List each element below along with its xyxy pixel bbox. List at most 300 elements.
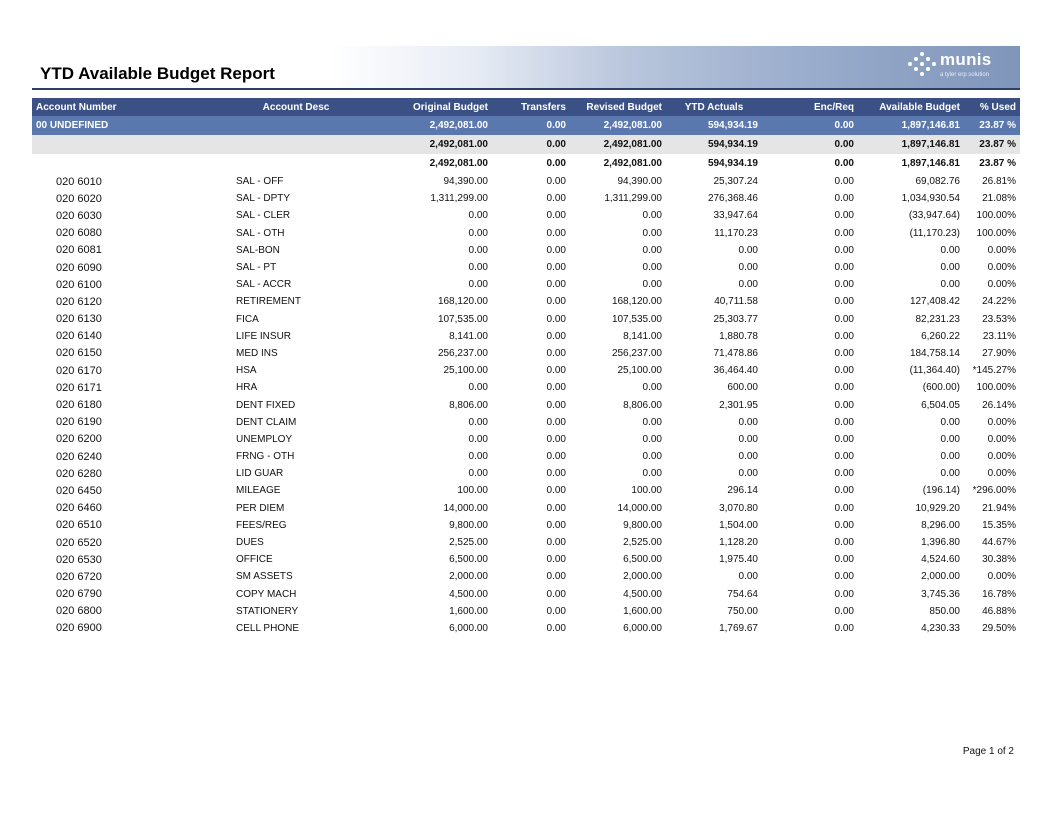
- table-cell: 2,525.00: [449, 537, 488, 549]
- table-cell: 9,800.00: [449, 519, 488, 531]
- table-row: [32, 207, 1020, 224]
- table-cell: 0.00: [834, 347, 854, 359]
- table-cell: 0.00: [834, 571, 854, 583]
- table-cell: 0.00: [834, 193, 854, 205]
- table-cell: 4,524.60: [921, 554, 960, 566]
- account-desc: LIFE INSUR: [236, 330, 292, 342]
- table-cell: 44.67%: [982, 537, 1016, 549]
- account-number: 020 6180: [56, 399, 102, 412]
- table-cell: 0.00: [546, 227, 566, 239]
- table-cell: 2,000.00: [921, 571, 960, 583]
- table-cell: 0.00: [738, 571, 758, 583]
- table-cell: 6,260.22: [921, 330, 960, 342]
- table-row: [32, 293, 1020, 310]
- logo-subtext: a tyler erp solution: [940, 72, 990, 78]
- table-cell: 0.00%: [987, 433, 1016, 445]
- account-number: 020 6150: [56, 347, 102, 360]
- table-cell: 750.00: [727, 605, 758, 617]
- account-number: 020 6510: [56, 519, 102, 532]
- table-cell: 0.00: [834, 227, 854, 239]
- table-cell: 0.00: [546, 365, 566, 377]
- report-title: YTD Available Budget Report: [40, 64, 275, 83]
- table-cell: 82,231.23: [915, 313, 960, 325]
- table-row: [32, 379, 1020, 396]
- table-cell: 0.00: [546, 485, 566, 497]
- table-cell: 0.00: [642, 227, 662, 239]
- table-row: [32, 362, 1020, 379]
- table-cell: (11,364.40): [909, 365, 960, 377]
- table-cell: 1,897,146.81: [901, 158, 960, 169]
- account-desc: DENT CLAIM: [236, 416, 297, 428]
- account-number: 020 6130: [56, 313, 102, 326]
- account-desc: SAL - OFF: [236, 176, 284, 188]
- table-row: [32, 448, 1020, 465]
- account-desc: SAL-BON: [236, 244, 280, 256]
- account-number: 020 6081: [56, 244, 102, 257]
- table-cell: 1,034,930.54: [901, 193, 960, 205]
- account-number: 020 6080: [56, 227, 102, 240]
- table-cell: 594,934.19: [666, 116, 762, 135]
- table-cell: 0.00: [468, 416, 488, 428]
- table-cell: 1,311,299.00: [604, 193, 662, 205]
- logo-dots-icon: [906, 52, 936, 78]
- table-cell: 26.81%: [982, 176, 1016, 188]
- table-cell: 29.50%: [982, 622, 1016, 634]
- account-desc: CELL PHONE: [236, 622, 299, 634]
- table-cell: 0.00: [546, 193, 566, 205]
- table-cell: 25,100.00: [617, 365, 662, 377]
- table-cell: 0.00: [834, 279, 854, 291]
- table-cell: 0.00: [738, 433, 758, 445]
- table-cell: 0.00: [940, 262, 960, 274]
- table-row: [32, 603, 1020, 620]
- table-cell: 0.00: [834, 296, 854, 308]
- table-cell: 850.00: [929, 605, 960, 617]
- row-label: [32, 135, 232, 154]
- table-cell: 6,500.00: [623, 554, 662, 566]
- table-cell: 0.00: [834, 176, 854, 188]
- table-cell: 25,100.00: [443, 365, 488, 377]
- table-cell: 0.00: [834, 262, 854, 274]
- table-cell: 0.00: [940, 433, 960, 445]
- table-cell: 23.53%: [982, 313, 1016, 325]
- table-cell: 8,806.00: [449, 399, 488, 411]
- table-cell: 0.00: [834, 244, 854, 256]
- table-cell: 1,600.00: [623, 605, 662, 617]
- table-cell: 100.00%: [976, 382, 1016, 394]
- table-cell: 0.00: [546, 519, 566, 531]
- table-cell: 4,500.00: [623, 588, 662, 600]
- table-cell: 256,237.00: [611, 347, 662, 359]
- table-cell: 600.00: [727, 382, 758, 394]
- account-number: 020 6720: [56, 570, 102, 583]
- table-cell: 2,492,081.00: [429, 158, 488, 169]
- table-cell: 0.00%: [987, 416, 1016, 428]
- table-cell: 0.00: [546, 622, 566, 634]
- table-cell: 0.00: [546, 382, 566, 394]
- account-desc: SAL - CLER: [236, 210, 291, 222]
- table-row: [32, 242, 1020, 259]
- table-row: [32, 500, 1020, 517]
- table-cell: 0.00: [468, 279, 488, 291]
- table-cell: 0.00: [642, 244, 662, 256]
- table-cell: 107,535.00: [437, 313, 488, 325]
- table-cell: 0.00: [834, 158, 854, 169]
- table-cell: 0.00: [468, 433, 488, 445]
- table-cell: 2,525.00: [623, 537, 662, 549]
- account-number: 020 6010: [56, 175, 102, 188]
- table-cell: 0.00: [834, 210, 854, 222]
- account-desc: UNEMPLOY: [236, 433, 293, 445]
- table-cell: 2,000.00: [449, 571, 488, 583]
- account-number: 020 6200: [56, 433, 102, 446]
- table-cell: 100.00%: [976, 227, 1016, 239]
- table-row: [32, 551, 1020, 568]
- account-desc: FEES/REG: [236, 519, 287, 531]
- account-desc: HRA: [236, 382, 258, 394]
- table-cell: (11,170.23): [909, 227, 960, 239]
- table-row: [32, 620, 1020, 637]
- account-number: 020 6280: [56, 467, 102, 480]
- table-row: [32, 311, 1020, 328]
- table-cell: 1,128.20: [719, 537, 758, 549]
- table-cell: 754.64: [727, 588, 758, 600]
- account-desc: FICA: [236, 313, 259, 325]
- table-cell: 21.08%: [982, 193, 1016, 205]
- table-cell: 9,800.00: [623, 519, 662, 531]
- table-cell: 0.00: [546, 554, 566, 566]
- table-cell: 0.00: [468, 210, 488, 222]
- table-row: [32, 414, 1020, 431]
- table-cell: 26.14%: [982, 399, 1016, 411]
- table-cell: 21.94%: [982, 502, 1016, 514]
- table-row: [32, 173, 1020, 190]
- account-desc: RETIREMENT: [236, 296, 301, 308]
- account-desc: DENT FIXED: [236, 399, 296, 411]
- table-cell: 0.00: [546, 330, 566, 342]
- table-cell: 0.00: [738, 262, 758, 274]
- table-cell: 40,711.58: [714, 296, 758, 308]
- munis-logo: [906, 50, 1016, 82]
- table-cell: 0.00: [834, 468, 854, 480]
- table-cell: 0.00: [762, 116, 858, 135]
- table-cell: 168,120.00: [611, 296, 662, 308]
- account-number: 020 6171: [56, 381, 102, 394]
- column-header: Transfers: [492, 98, 570, 116]
- account-number: 020 6240: [56, 450, 102, 463]
- table-cell: 0.00: [642, 433, 662, 445]
- table-cell: 0.00: [940, 244, 960, 256]
- account-number: 020 6790: [56, 588, 102, 601]
- table-cell: 0.00: [546, 279, 566, 291]
- table-cell: 100.00: [631, 485, 662, 497]
- table-cell: 0.00%: [987, 244, 1016, 256]
- table-cell: 15.35%: [982, 519, 1016, 531]
- table-cell: 0.00: [546, 210, 566, 222]
- table-row: [32, 190, 1020, 207]
- table-cell: 0.00: [940, 279, 960, 291]
- table-row: [32, 345, 1020, 362]
- table-cell: 594,934.19: [666, 135, 762, 154]
- table-cell: 4,500.00: [449, 588, 488, 600]
- table-cell: 6,000.00: [623, 622, 662, 634]
- budget-table: [32, 98, 1020, 637]
- table-cell: 0.00: [546, 262, 566, 274]
- table-cell: 14,000.00: [443, 502, 488, 514]
- table-cell: 1,769.67: [719, 622, 758, 634]
- table-cell: 0.00: [738, 468, 758, 480]
- account-desc: SM ASSETS: [236, 571, 293, 583]
- account-desc: STATIONERY: [236, 605, 299, 617]
- table-cell: 0.00: [940, 451, 960, 463]
- table-cell: 25,307.24: [713, 176, 758, 188]
- account-number: 020 6170: [56, 364, 102, 377]
- table-cell: 1,396.80: [921, 537, 960, 549]
- account-number: 020 6090: [56, 261, 102, 274]
- table-cell: (196.14): [922, 485, 960, 497]
- table-cell: 0.00: [546, 537, 566, 549]
- account-number: 020 6530: [56, 553, 102, 566]
- table-cell: 107,535.00: [611, 313, 662, 325]
- table-cell: 0.00: [546, 433, 566, 445]
- table-cell: 0.00: [642, 262, 662, 274]
- table-cell: 25,303.77: [713, 313, 758, 325]
- table-cell: 16.78%: [982, 588, 1016, 600]
- table-cell: 23.87 %: [979, 158, 1016, 169]
- account-number: 020 6800: [56, 605, 102, 618]
- table-cell: 27.90%: [982, 347, 1016, 359]
- table-cell: 0.00: [642, 416, 662, 428]
- table-cell: 0.00: [546, 313, 566, 325]
- table-cell: 1,975.40: [719, 554, 758, 566]
- table-cell: 0.00: [546, 416, 566, 428]
- account-desc: SAL - OTH: [236, 227, 285, 239]
- table-cell: 8,806.00: [623, 399, 662, 411]
- account-number: 020 6460: [56, 502, 102, 515]
- column-header: YTD Actuals: [666, 98, 762, 116]
- column-header: Enc/Req: [762, 98, 858, 116]
- table-cell: 0.00: [546, 158, 566, 169]
- table-cell: 0.00: [834, 399, 854, 411]
- table-cell: 1,880.78: [719, 330, 758, 342]
- table-cell: 0.00: [546, 588, 566, 600]
- table-row: [32, 431, 1020, 448]
- table-cell: 36,464.40: [713, 365, 758, 377]
- table-cell: 1,311,299.00: [430, 193, 488, 205]
- row-label: [32, 154, 232, 173]
- table-cell: *145.27%: [972, 365, 1016, 377]
- table-cell: 14,000.00: [617, 502, 662, 514]
- table-cell: 100.00%: [976, 210, 1016, 222]
- account-desc: HSA: [236, 365, 257, 377]
- table-cell: 6,504.05: [921, 399, 960, 411]
- account-number: 020 6900: [56, 622, 102, 635]
- table-cell: 0.00: [834, 433, 854, 445]
- table-cell: 0.00: [468, 227, 488, 239]
- logo-text: munis: [940, 50, 992, 69]
- table-cell: 127,408.42: [909, 296, 960, 308]
- table-cell: 0.00: [834, 330, 854, 342]
- table-cell: 0.00: [546, 347, 566, 359]
- table-cell: 24.22%: [982, 296, 1016, 308]
- table-cell: 0.00: [834, 519, 854, 531]
- table-cell: 256,237.00: [437, 347, 488, 359]
- table-cell: 0.00: [642, 279, 662, 291]
- table-cell: 0.00: [834, 416, 854, 428]
- table-cell: 2,301.95: [719, 399, 758, 411]
- table-cell: 0.00: [642, 451, 662, 463]
- table-cell: 0.00: [546, 605, 566, 617]
- table-cell: 0.00: [834, 554, 854, 566]
- table-cell: 0.00: [642, 210, 662, 222]
- table-cell: 0.00: [940, 468, 960, 480]
- table-cell: 0.00: [492, 116, 570, 135]
- table-cell: 0.00%: [987, 468, 1016, 480]
- table-cell: 2,492,081.00: [360, 116, 492, 135]
- table-cell: 0.00: [642, 468, 662, 480]
- table-cell: 0.00: [492, 135, 570, 154]
- table-cell: 2,492,081.00: [360, 135, 492, 154]
- account-desc: SAL - ACCR: [236, 279, 292, 291]
- account-desc: OFFICE: [236, 554, 273, 566]
- table-cell: 0.00: [546, 244, 566, 256]
- table-cell: 46.88%: [982, 605, 1016, 617]
- account-desc: COPY MACH: [236, 588, 297, 600]
- table-cell: 0.00: [738, 416, 758, 428]
- table-row: [32, 534, 1020, 551]
- table-cell: 0.00: [546, 176, 566, 188]
- column-header: % Used: [964, 98, 1020, 116]
- table-cell: 0.00: [546, 502, 566, 514]
- table-cell: 0.00: [834, 622, 854, 634]
- table-cell: 33,947.64: [713, 210, 758, 222]
- account-desc: SAL - DPTY: [236, 193, 291, 205]
- page-number: Page 1 of 2: [962, 746, 1014, 757]
- account-number: 020 6100: [56, 278, 102, 291]
- table-row: [32, 259, 1020, 276]
- table-row: [32, 482, 1020, 499]
- table-cell: 0.00: [468, 244, 488, 256]
- table-row: [32, 465, 1020, 482]
- table-cell: [232, 116, 360, 135]
- table-cell: 2,492,081.00: [603, 158, 662, 169]
- table-cell: 0.00: [834, 537, 854, 549]
- table-cell: 1,897,146.81: [858, 135, 964, 154]
- table-cell: 3,070.80: [719, 502, 758, 514]
- table-cell: 10,929.20: [915, 502, 960, 514]
- table-row: [32, 586, 1020, 603]
- account-desc: LID GUAR: [236, 468, 284, 480]
- table-cell: 8,141.00: [449, 330, 488, 342]
- table-cell: 8,296.00: [921, 519, 960, 531]
- table-cell: 0.00: [468, 468, 488, 480]
- table-cell: 276,368.46: [707, 193, 758, 205]
- table-cell: 0.00: [834, 605, 854, 617]
- table-cell: 23.87 %: [964, 135, 1020, 154]
- subtotal-row: [32, 135, 1020, 154]
- account-number: 020 6020: [56, 192, 102, 205]
- table-cell: 4,230.33: [921, 622, 960, 634]
- table-cell: 6,000.00: [449, 622, 488, 634]
- table-cell: 168,120.00: [437, 296, 488, 308]
- table-cell: 0.00: [940, 416, 960, 428]
- table-cell: 2,000.00: [623, 571, 662, 583]
- account-number: 020 6520: [56, 536, 102, 549]
- table-row: [32, 276, 1020, 293]
- account-desc: PER DIEM: [236, 502, 285, 514]
- table-row: [32, 225, 1020, 242]
- total-row: [32, 154, 1020, 173]
- table-cell: 11,170.23: [714, 227, 758, 239]
- table-cell: 94,390.00: [617, 176, 662, 188]
- table-cell: 0.00: [834, 313, 854, 325]
- table-row: [32, 517, 1020, 534]
- table-row: [32, 328, 1020, 345]
- table-cell: 69,082.76: [915, 176, 960, 188]
- table-cell: 0.00: [546, 571, 566, 583]
- table-cell: 2,492,081.00: [570, 135, 666, 154]
- table-cell: 0.00: [834, 485, 854, 497]
- table-cell: 0.00: [738, 451, 758, 463]
- table-cell: 0.00%: [987, 262, 1016, 274]
- table-cell: 100.00: [457, 485, 488, 497]
- table-cell: 1,504.00: [719, 519, 758, 531]
- column-header: Account Number: [32, 98, 232, 116]
- account-number: 020 6140: [56, 330, 102, 343]
- account-number: 020 6190: [56, 416, 102, 429]
- column-header: Original Budget: [360, 98, 492, 116]
- table-cell: 0.00: [468, 382, 488, 394]
- account-desc: DUES: [236, 537, 264, 549]
- table-cell: 0.00: [468, 451, 488, 463]
- table-cell: 2,492,081.00: [570, 116, 666, 135]
- table-cell: 0.00: [468, 262, 488, 274]
- column-header: Available Budget: [858, 98, 964, 116]
- table-row: [32, 396, 1020, 413]
- table-header-row: [32, 98, 1020, 116]
- table-cell: 0.00: [834, 588, 854, 600]
- table-cell: 0.00: [762, 135, 858, 154]
- table-cell: 296.14: [727, 485, 758, 497]
- table-cell: 23.11%: [982, 330, 1016, 342]
- table-cell: 0.00: [738, 279, 758, 291]
- table-cell: [232, 154, 360, 173]
- table-cell: 23.87 %: [964, 116, 1020, 135]
- table-cell: *296.00%: [972, 485, 1016, 497]
- group-row: [32, 116, 1020, 135]
- table-cell: 30.38%: [982, 554, 1016, 566]
- account-desc: FRNG - OTH: [236, 451, 295, 463]
- row-label: 00 UNDEFINED: [32, 116, 232, 135]
- table-cell: 0.00%: [987, 571, 1016, 583]
- table-cell: 1,897,146.81: [858, 116, 964, 135]
- table-cell: (33,947.64): [908, 210, 960, 222]
- column-header: Revised Budget: [570, 98, 666, 116]
- table-cell: 8,141.00: [623, 330, 662, 342]
- account-number: 020 6030: [56, 209, 102, 222]
- account-desc: MED INS: [236, 347, 278, 359]
- table-cell: 0.00: [834, 451, 854, 463]
- header-rule: [32, 88, 1020, 90]
- table-cell: 594,934.19: [707, 158, 758, 169]
- account-number: 020 6450: [56, 484, 102, 497]
- table-cell: 0.00: [834, 365, 854, 377]
- table-cell: 0.00%: [987, 279, 1016, 291]
- account-desc: SAL - PT: [236, 262, 277, 274]
- table-cell: 0.00%: [987, 451, 1016, 463]
- table-cell: 0.00: [546, 399, 566, 411]
- table-cell: 0.00: [834, 502, 854, 514]
